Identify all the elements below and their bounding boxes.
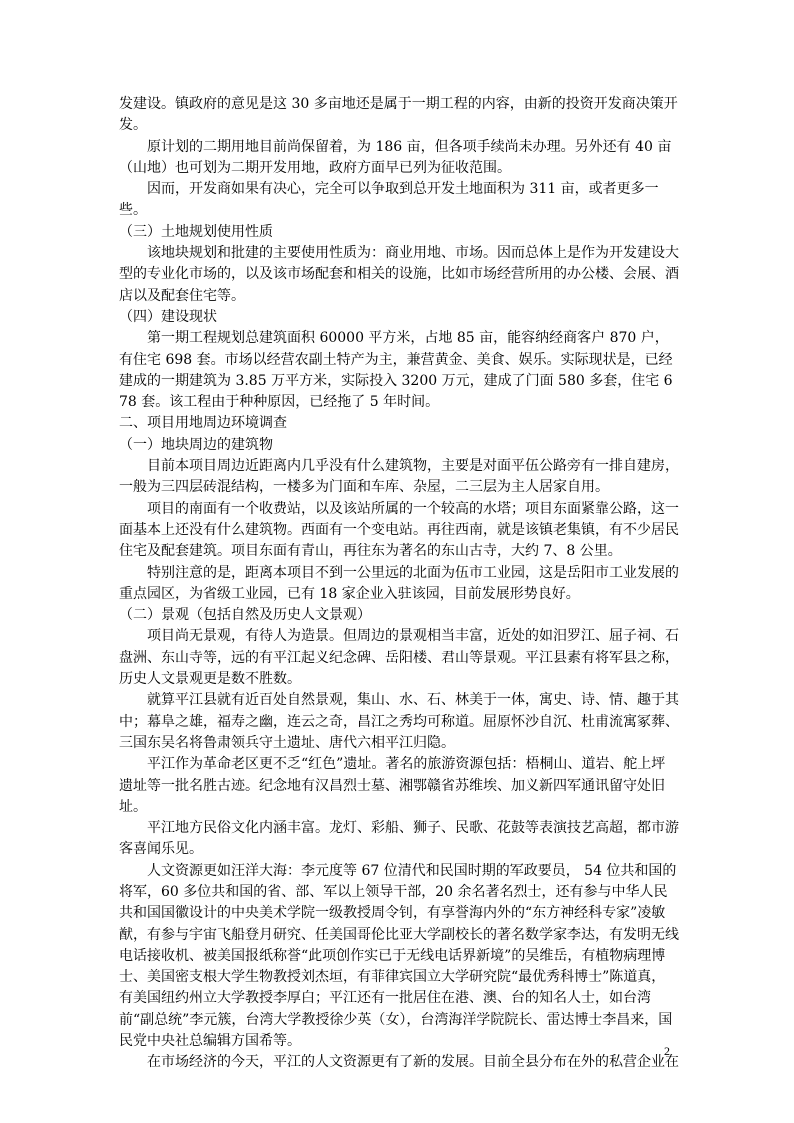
chapter-heading: 二、项目用地周边环境调查: [119, 415, 287, 432]
paragraph: 发建设。镇政府的意见是这 30 多亩地还是属于一期工程的内容，由新的投资开发商决策开发。: [119, 96, 678, 134]
paragraph: 就算平江县就有近百处自然景观，集山、水、石、林美于一体，寓史、诗、情、趣于其中；幕阜之雄，福寿之幽，连云之奇，昌江之秀均可称道。屈原怀沙自沉、杜甫流寓冢葬、三国东吴名将鲁肃领兵守土遗址、唐代六相平江归隐。: [119, 692, 679, 751]
paragraph: 特别注意的是，距离本项目不到一公里远的北面为伍市工业园，这是岳阳市工业发展的重点园区，为省级工业园，已有 18 家企业入驻该园，目前发展形势良好。: [119, 564, 679, 602]
section-heading: （四）建设现状: [119, 308, 217, 325]
paragraph: 在市场经济的今天，平江的人文资源更有了新的发展。目前全县分布在外的私营企业在: [147, 1054, 679, 1071]
document-body: [119, 94, 679, 1074]
paragraph: 原计划的二期用地目前尚保留着，为 186 亩，但各项手续尚未办理。另外还有 40 亩（山地）也可划为二期开发用地，政府方面早已列为征收范围。: [119, 138, 672, 176]
section-heading: （三）土地规划使用性质: [119, 223, 273, 240]
section-heading: （一）地块周边的建筑物: [119, 436, 273, 453]
paragraph: 项目尚无景观，有待人为造景。但周边的景观相当丰富，近处的如汨罗江、屈子祠、石盘洲、东山寺等，远的有平江起义纪念碑、岳阳楼、君山等景观。平江县素有将军县之称，历史人文景观更是数不胜数。: [119, 628, 679, 688]
paragraph: 项目的南面有一个收费站，以及该站所属的一个较高的水塔；项目东面紧靠公路，这一面基本上还没有什么建筑物。西面有一个变电站。再往西南，就是该镇老集镇，有不少居民住宅及配套建筑。项目东面有青山，再往东为著名的东山古寺，大约 7、8 公里。: [119, 500, 679, 560]
page-number: 2: [664, 1044, 670, 1058]
paragraph: 因而，开发商如果有决心，完全可以争取到总开发土地面积为 311 亩，或者更多一些。: [119, 181, 659, 219]
paragraph: 该地块规划和批建的主要使用性质为：商业用地、市场。因而总体上是作为开发建设大型的专业化市场的，以及该市场配套和相关的设施，比如市场经营所用的办公楼、会展、酒店以及配套住宅等。: [119, 245, 679, 304]
section-heading: （二）景观（包括自然及历史人文景观）: [119, 607, 371, 624]
paragraph: 人文资源更如汪洋大海：李元度等 67 位清代和民国时期的军政要员， 54 位共和国的将军，60 多位共和国的省、部、军以上领导干部，20 余名著名烈士，还有参与中华人民共和国国徽设计的中央美术学院一级教授周令钊，有享誉海内外的“东方神经科专家”凌敏猷，有参与宇宙飞船登月研究、任美国哥伦比亚大学副校长的著名数学家李达，有发明无线电话接收机、被美国报纸称誉“此项创作实已于无线电话界新境”的吴维岳，有植物病理博士、美国密支根大学生物教授刘杰垣，有菲律宾国立大学研究院“最优秀科博士”陈道真，有美国纽约州立大学教授李厚白；平江还有一批居住在港、澳、台的知名人士，如台湾前“副总统”李元簇，台湾大学教授徐少英（女），台湾海洋学院院长、雷达博士李昌来，国民党中央社总编辑方国希等。: [119, 862, 679, 1050]
paragraph: 目前本项目周边近距离内几乎没有什么建筑物，主要是对面平伍公路旁有一排自建房，一般为三四层砖混结构，一楼多为门面和车库、杂屋，二三层为主人居家自用。: [119, 458, 679, 496]
paragraph: 平江地方民俗文化内涵丰富。龙灯、彩船、狮子、民歌、花鼓等表演技艺高超，都市游客喜闻乐见。: [119, 820, 679, 858]
paragraph: 平江作为革命老区更不乏“红色”遗址。著名的旅游资源包括：梧桐山、道岩、舵上坪遗址等一批名胜古迹。纪念地有汉昌烈士墓、湘鄂赣省苏维埃、加义新四军通讯留守处旧址。: [119, 756, 666, 815]
paragraph: 第一期工程规划总建筑面积 60000 平方米，占地 85 亩，能容纳经商客户 870 户，有住宅 698 套。市场以经营农副土特产为主，兼营黄金、美食、娱乐。实际现状是，已经建成的一期建筑为 3.85 万平方米，实际投入 3200 万元，建成了门面 580 多套，住宅 678 套。该工程由于种种原因，已经拖了 5 年时间。: [119, 330, 673, 411]
